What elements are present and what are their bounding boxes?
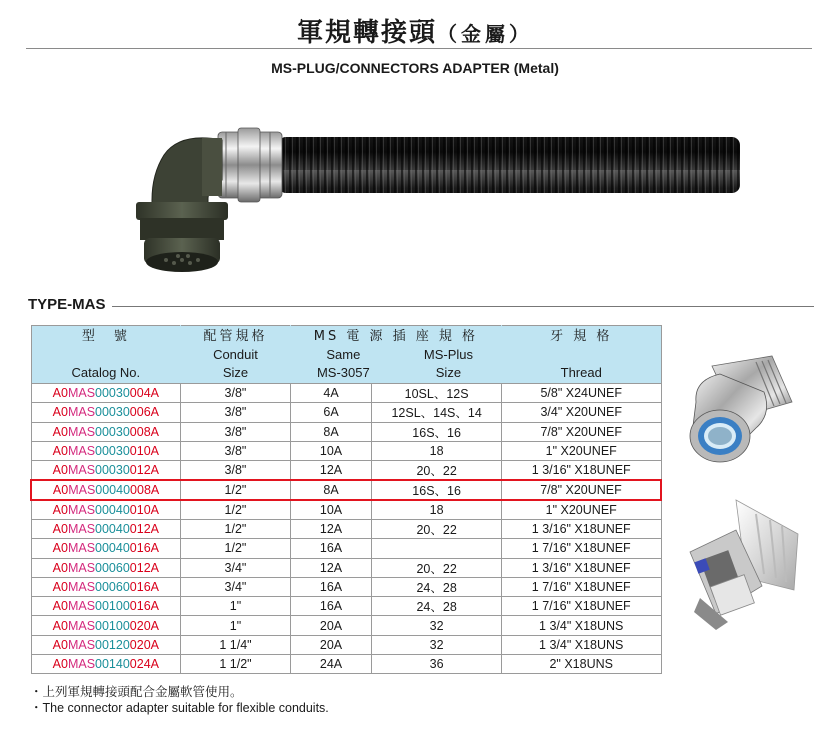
catalog-part: 016A: [129, 599, 159, 614]
catalog-part: 00040: [95, 483, 131, 498]
catalog-part: 010A: [129, 503, 159, 518]
header-conduit: 配管規格 Conduit Size: [181, 326, 291, 384]
catalog-part: MAS: [67, 637, 96, 652]
thread-cell: 1 3/16" X18UNEF: [501, 558, 661, 577]
catalog-part: MAS: [67, 560, 96, 575]
ms-plus-cell: 20、22: [372, 558, 502, 577]
header-thread: 牙 規 格 Thread: [501, 326, 661, 384]
catalog-part: 00140: [95, 657, 130, 672]
catalog-part: 012A: [129, 560, 159, 575]
catalog-cell: [31, 577, 181, 596]
conduit-cell: 3/8": [181, 461, 291, 481]
table-row: [31, 655, 661, 674]
catalog-part: MAS: [67, 657, 96, 672]
table-row: [31, 441, 661, 460]
catalog-part: MAS: [67, 444, 96, 459]
catalog-part: 00030: [95, 444, 130, 459]
hero-connector-image: [130, 110, 750, 280]
conduit-cell: 3/4": [181, 558, 291, 577]
catalog-part: 00030: [95, 463, 130, 478]
catalog-part: 004A: [129, 386, 159, 401]
catalog-part: A0: [52, 463, 68, 478]
catalog-part: 00030: [95, 386, 130, 401]
table-row: [31, 500, 661, 519]
ms-same-cell: 16A: [290, 577, 372, 596]
catalog-part: MAS: [67, 386, 96, 401]
catalog-part: A0: [52, 405, 68, 420]
thread-cell: 1 3/16" X18UNEF: [501, 519, 661, 538]
ms-plus-cell: [372, 539, 502, 558]
ms-same-cell: 20A: [290, 635, 372, 654]
catalog-part: MAS: [67, 618, 96, 633]
note-zh: ・上列軍規轉接頭配合金屬軟管使用。: [30, 684, 243, 699]
thread-cell: 1" X20UNEF: [501, 441, 661, 460]
title-paren: （金屬）: [437, 22, 533, 46]
header-catalog: 型 號 Catalog No.: [31, 326, 181, 384]
catalog-part: A0: [52, 618, 68, 633]
catalog-cell: [31, 461, 181, 481]
conduit-cell: 1": [181, 616, 291, 635]
catalog-part: 024A: [129, 657, 159, 672]
catalog-part: A0: [52, 560, 68, 575]
catalog-part: 006A: [129, 405, 159, 420]
thread-cell: 1 3/4" X18UNS: [501, 616, 661, 635]
catalog-part: 00100: [95, 618, 130, 633]
catalog-part: 020A: [129, 637, 159, 652]
catalog-part: MAS: [67, 424, 96, 439]
catalog-part: A0: [52, 503, 68, 518]
table-row: [31, 616, 661, 635]
conduit-cell: 1 1/4": [181, 635, 291, 654]
thread-cell: 1 7/16" X18UNEF: [501, 539, 661, 558]
catalog-part: 00060: [95, 560, 130, 575]
catalog-part: MAS: [67, 599, 96, 614]
ms-same-cell: 12A: [290, 558, 372, 577]
ms-plus-cell: 20、22: [372, 461, 502, 481]
catalog-part: 00030: [95, 405, 130, 420]
catalog-part: 016A: [129, 541, 159, 556]
catalog-cell: [31, 384, 181, 403]
table-row: [31, 519, 661, 538]
thread-cell: 2" X18UNS: [501, 655, 661, 674]
catalog-part: 00120: [95, 637, 130, 652]
catalog-part: A0: [52, 599, 68, 614]
conduit-cell: 1/2": [181, 480, 291, 500]
ms-plus-cell: 24、28: [372, 577, 502, 596]
catalog-part: MAS: [67, 541, 96, 556]
catalog-part: A0: [52, 522, 68, 537]
thread-cell: 1 3/4" X18UNS: [501, 635, 661, 654]
catalog-part: MAS: [67, 522, 96, 537]
conduit-cell: 1": [181, 597, 291, 616]
ms-plus-cell: 12SL、14S、14: [372, 403, 502, 422]
thread-cell: 1 7/16" X18UNEF: [501, 597, 661, 616]
catalog-part: 008A: [129, 424, 159, 439]
catalog-part: 00040: [95, 522, 130, 537]
conduit-cell: 1 1/2": [181, 655, 291, 674]
footnotes: [30, 683, 329, 717]
catalog-part: 008A: [130, 483, 160, 498]
catalog-cell: [31, 500, 181, 519]
page-subtitle: MS-PLUG/CONNECTORS ADAPTER (Metal): [271, 60, 559, 76]
thread-cell: 1" X20UNEF: [501, 500, 661, 519]
thread-cell: 1 7/16" X18UNEF: [501, 577, 661, 596]
note-en: ・The connector adapter suitable for flexible conduits.: [30, 701, 329, 715]
ms-same-cell: 8A: [290, 480, 372, 500]
section-rule: [28, 306, 814, 307]
catalog-part: 020A: [129, 618, 159, 633]
table-row: [31, 384, 661, 403]
catalog-part: 012A: [129, 522, 159, 537]
catalog-part: A0: [52, 444, 68, 459]
catalog-part: 00030: [95, 424, 130, 439]
thread-cell: 7/8" X20UNEF: [501, 422, 661, 441]
thread-cell: 5/8" X24UNEF: [501, 384, 661, 403]
ms-plus-cell: 20、22: [372, 519, 502, 538]
ms-plus-cell: 32: [372, 635, 502, 654]
catalog-part: 00100: [95, 599, 130, 614]
conduit-cell: 1/2": [181, 539, 291, 558]
catalog-part: MAS: [67, 503, 96, 518]
catalog-part: A0: [52, 580, 68, 595]
conduit-cell: 3/8": [181, 422, 291, 441]
conduit-cell: 1/2": [181, 500, 291, 519]
ms-same-cell: 24A: [290, 655, 372, 674]
catalog-part: 00060: [95, 580, 130, 595]
conduit-cell: 1/2": [181, 519, 291, 538]
ms-same-cell: 10A: [290, 500, 372, 519]
section-heading: [28, 296, 814, 316]
ms-same-cell: 16A: [290, 597, 372, 616]
table-row: [31, 422, 661, 441]
ms-same-cell: 16A: [290, 539, 372, 558]
catalog-cell: [31, 597, 181, 616]
ms-plus-cell: 36: [372, 655, 502, 674]
ms-plus-cell: 16S、16: [372, 480, 502, 500]
thread-cell: 7/8" X20UNEF: [501, 480, 661, 500]
catalog-part: 00040: [95, 503, 130, 518]
table-row: [31, 597, 661, 616]
catalog-part: MAS: [67, 580, 96, 595]
ms-same-cell: 12A: [290, 461, 372, 481]
conduit-cell: 3/8": [181, 403, 291, 422]
thread-cell: 3/4" X20UNEF: [501, 403, 661, 422]
catalog-cell: [31, 635, 181, 654]
ms-plus-cell: 18: [372, 441, 502, 460]
catalog-cell: [31, 519, 181, 538]
table-header-row: [31, 326, 661, 384]
table-row: [31, 403, 661, 422]
catalog-cell: [31, 480, 181, 500]
ms-plus-cell: 16S、16: [372, 422, 502, 441]
catalog-cell: [31, 539, 181, 558]
catalog-cell: [31, 558, 181, 577]
catalog-part: 00040: [95, 541, 130, 556]
conduit-cell: 3/8": [181, 384, 291, 403]
ms-same-cell: 20A: [290, 616, 372, 635]
ms-same-cell: 4A: [290, 384, 372, 403]
catalog-part: MAS: [67, 463, 96, 478]
product-fitting-image: [676, 352, 806, 472]
catalog-part: A0: [52, 483, 69, 498]
ms-plus-cell: 10SL、12S: [372, 384, 502, 403]
catalog-part: A0: [52, 657, 68, 672]
table-row: [31, 539, 661, 558]
product-cutaway-image: [676, 494, 806, 634]
catalog-part: 016A: [129, 580, 159, 595]
title-main: 軍規轉接頭: [296, 18, 437, 48]
catalog-cell: [31, 655, 181, 674]
ms-same-cell: 6A: [290, 403, 372, 422]
catalog-cell: [31, 616, 181, 635]
conduit-cell: 3/4": [181, 577, 291, 596]
catalog-part: 010A: [129, 444, 159, 459]
catalog-cell: [31, 403, 181, 422]
table-row: [31, 480, 661, 500]
section-label: TYPE-MAS: [28, 296, 112, 313]
table-row: [31, 558, 661, 577]
catalog-part: 012A: [129, 463, 159, 478]
ms-plus-cell: 32: [372, 616, 502, 635]
ms-plus-cell: 18: [372, 500, 502, 519]
title-rule: [26, 48, 812, 49]
catalog-part: A0: [52, 637, 68, 652]
table-row: [31, 635, 661, 654]
catalog-part: MAS: [68, 483, 96, 498]
ms-plus-cell: 24、28: [372, 597, 502, 616]
ms-same-cell: 12A: [290, 519, 372, 538]
conduit-cell: 3/8": [181, 441, 291, 460]
catalog-part: A0: [52, 541, 68, 556]
catalog-part: A0: [52, 424, 68, 439]
table-row: [31, 577, 661, 596]
ms-same-cell: 10A: [290, 441, 372, 460]
header-ms: MS 電 源 插 座 規 格 Same MS-Plus MS-3057 Size: [290, 326, 501, 384]
page-title: [0, 12, 830, 49]
catalog-cell: [31, 422, 181, 441]
table-row: [31, 461, 661, 481]
spec-table: [30, 325, 662, 674]
catalog-cell: [31, 441, 181, 460]
ms-same-cell: 8A: [290, 422, 372, 441]
thread-cell: 1 3/16" X18UNEF: [501, 461, 661, 481]
catalog-part: MAS: [67, 405, 96, 420]
catalog-part: A0: [52, 386, 68, 401]
